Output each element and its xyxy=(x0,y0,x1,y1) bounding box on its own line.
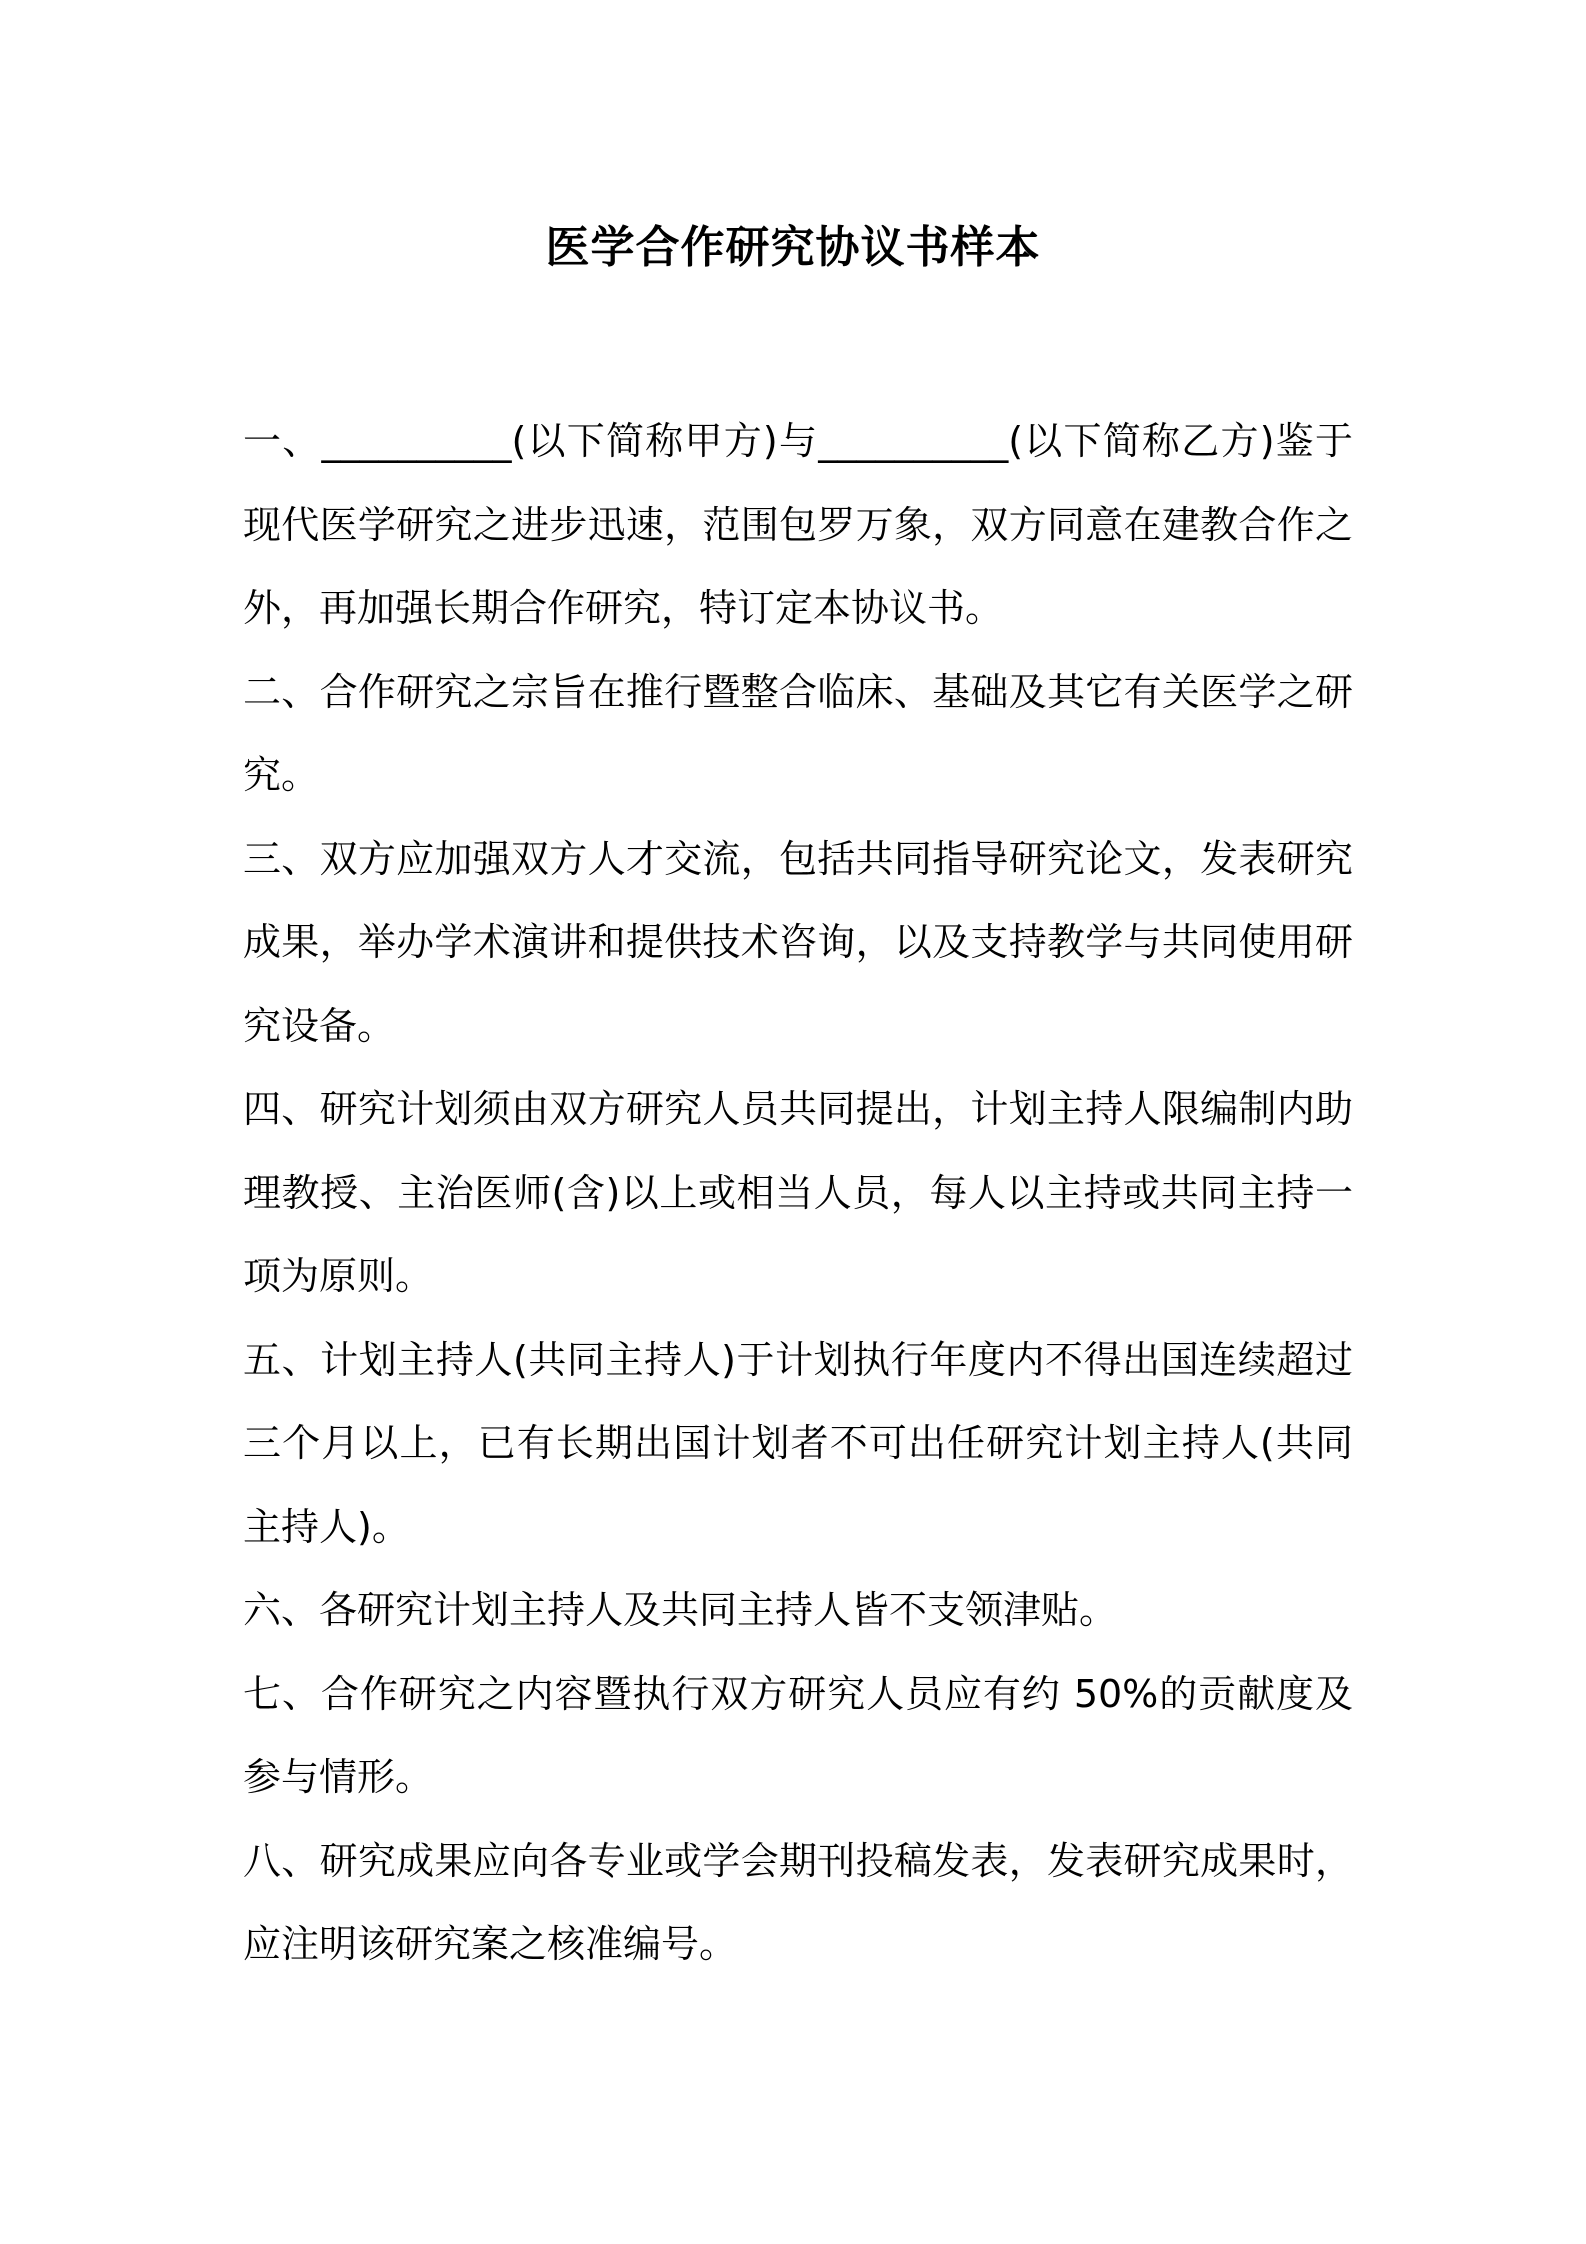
clause-1: 一、__________(以下简称甲方)与__________(以下简称乙方)鉴于现代医学研究之进步迅速，范围包罗万象，双方同意在建教合作之外，再加强长期合作研究，特订定本协议书。 xyxy=(243,419,1353,630)
document-title: 医学合作研究协议书样本 xyxy=(545,222,1041,273)
document-body xyxy=(243,400,1353,1987)
clause-5: 五、计划主持人(共同主持人)于计划执行年度内不得出国连续超过三个月以上，已有长期出国计划者不可出任研究计划主持人(共同主持人)。 xyxy=(243,1337,1353,1549)
clause-8: 八、研究成果应向各专业或学会期刊投稿发表，发表研究成果时，应注明该研究案之核准编号。 xyxy=(243,1838,1353,1966)
clause-2: 二、合作研究之宗旨在推行暨整合临床、基础及其它有关医学之研究。 xyxy=(243,669,1353,797)
clause-4: 四、研究计划须由双方研究人员共同提出，计划主持人限编制内助理教授、主治医师(含)以上或相当人员，每人以主持或共同主持一项为原则。 xyxy=(243,1087,1353,1298)
clause-6: 六、各研究计划主持人及共同主持人皆不支领津贴。 xyxy=(243,1588,1118,1632)
clause-3: 三、双方应加强双方人才交流，包括共同指导研究论文，发表研究成果，举办学术演讲和提供技术咨询，以及支持教学与共同使用研究设备。 xyxy=(243,836,1353,1048)
clause-7: 七、合作研究之内容暨执行双方研究人员应有约 50%的贡献度及参与情形。 xyxy=(243,1671,1353,1799)
